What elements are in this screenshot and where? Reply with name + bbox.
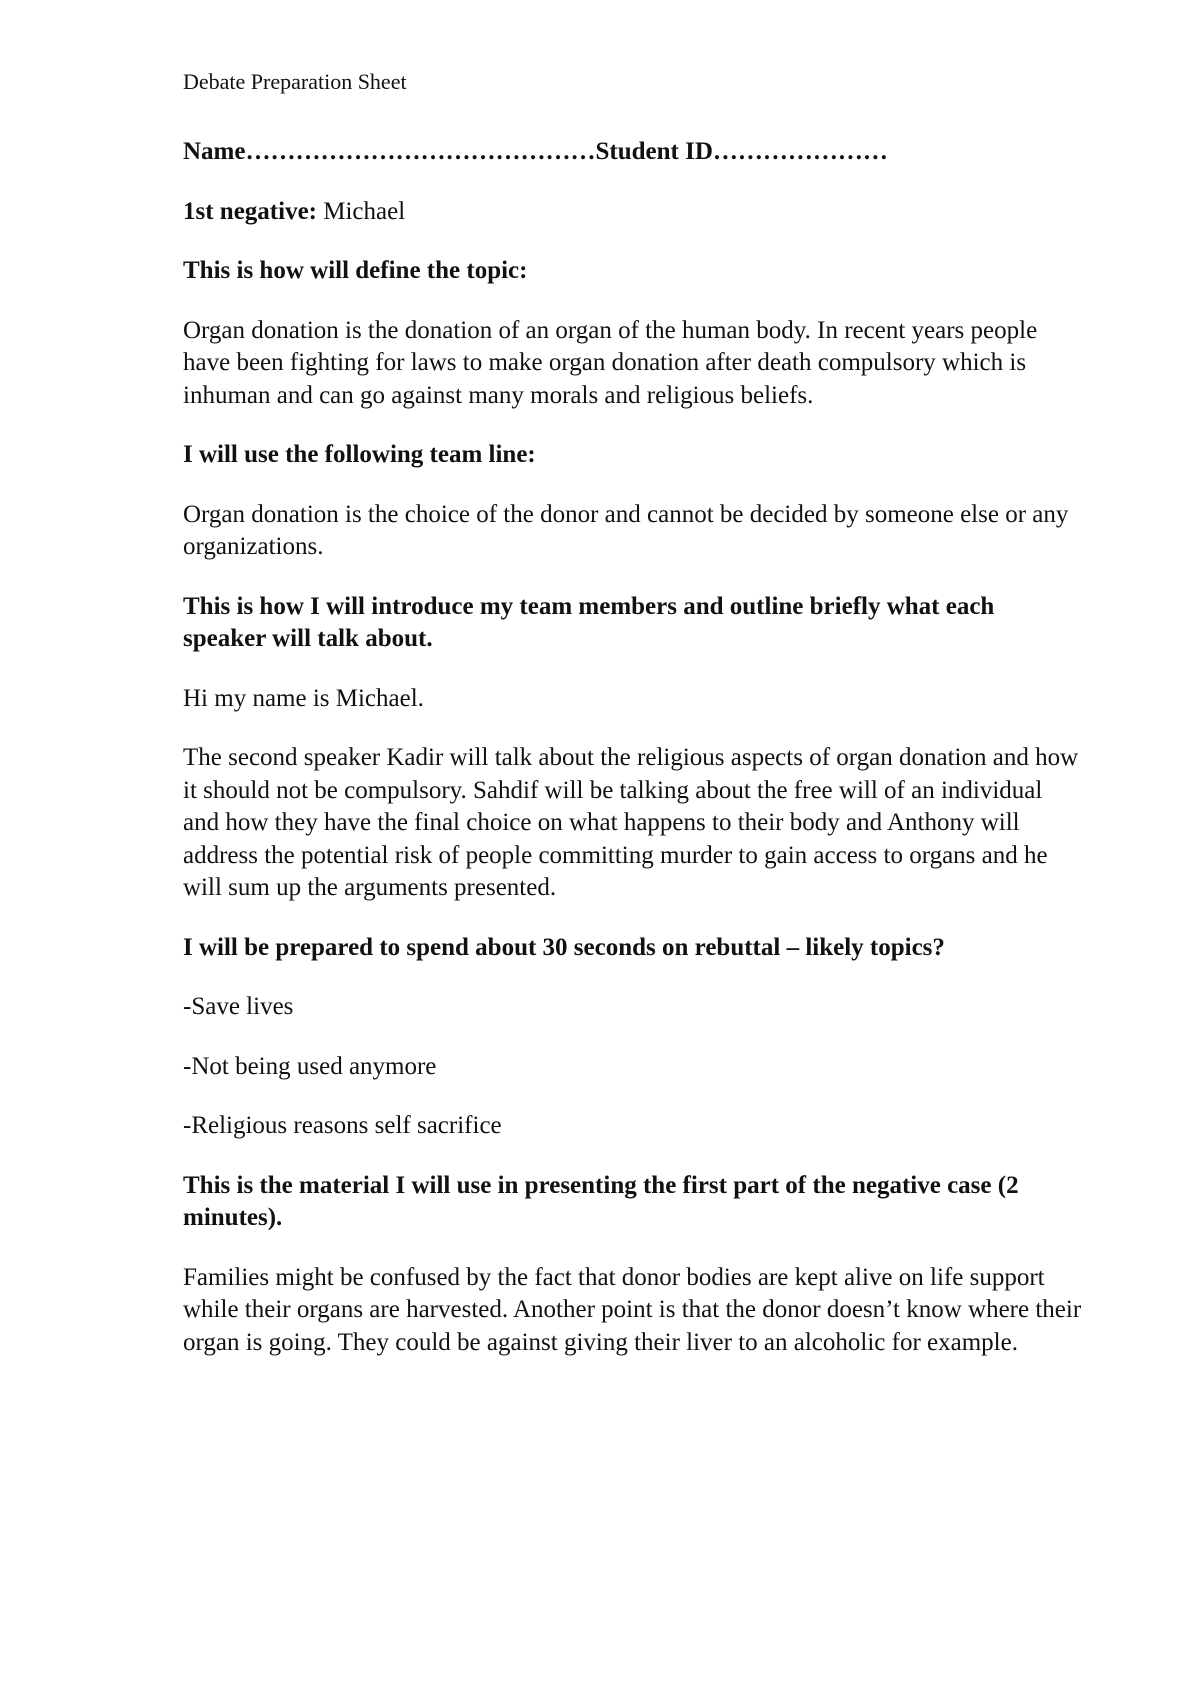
introduce-team-body: The second speaker Kadir will talk about the religious aspects of organ donation and how it should not be compulsory. Sahdif will be talking about the free will of an individual and how they have the final choice on what happens to their body and Anthony will address the potential risk of people committing murder to gain access to organs and he will sum up the arguments presented.	[183, 744, 1079, 901]
name-student-id-field: Name……………………………………Student ID…………………	[183, 138, 888, 165]
speaker-name: Michael	[317, 197, 406, 225]
team-line-body: Organ donation is the choice of the donor and cannot be decided by someone else or any organizations.	[183, 500, 1069, 560]
team-line-heading: I will use the following team line:	[183, 441, 536, 468]
rebuttal-heading: I will be prepared to spend about 30 seconds on rebuttal – likely topics?	[183, 933, 945, 961]
introduce-team-heading: This is how I will introduce my team members and outline briefly what each speaker will talk about.	[183, 592, 995, 652]
rebuttal-item: -Religious reasons self sacrifice	[183, 1112, 502, 1139]
document-content	[183, 68, 1083, 1386]
rebuttal-item: -Not being used anymore	[183, 1052, 437, 1080]
define-topic-heading: This is how will define the topic:	[183, 257, 528, 284]
document-title: Debate Preparation Sheet	[183, 69, 407, 94]
define-topic-body: Organ donation is the donation of an organ of the human body. In recent years people have been fighting for laws to make organ donation after death compulsory which is inhuman and can go against many morals and religious beliefs.	[183, 316, 1038, 409]
material-body: Families might be confused by the fact that donor bodies are kept alive on life support while their organs are harvested. Another point is that the donor doesn’t know where their organ is going. They could be against giving their liver to an alcoholic for example.	[183, 1263, 1082, 1356]
material-heading: This is the material I will use in presenting the first part of the negative case (2 minutes).	[183, 1171, 1019, 1231]
speaker-label: 1st negative:	[183, 197, 317, 225]
speaker-line	[183, 196, 1083, 229]
introduce-team-greeting: Hi my name is Michael.	[183, 684, 424, 712]
rebuttal-item: -Save lives	[183, 993, 294, 1020]
